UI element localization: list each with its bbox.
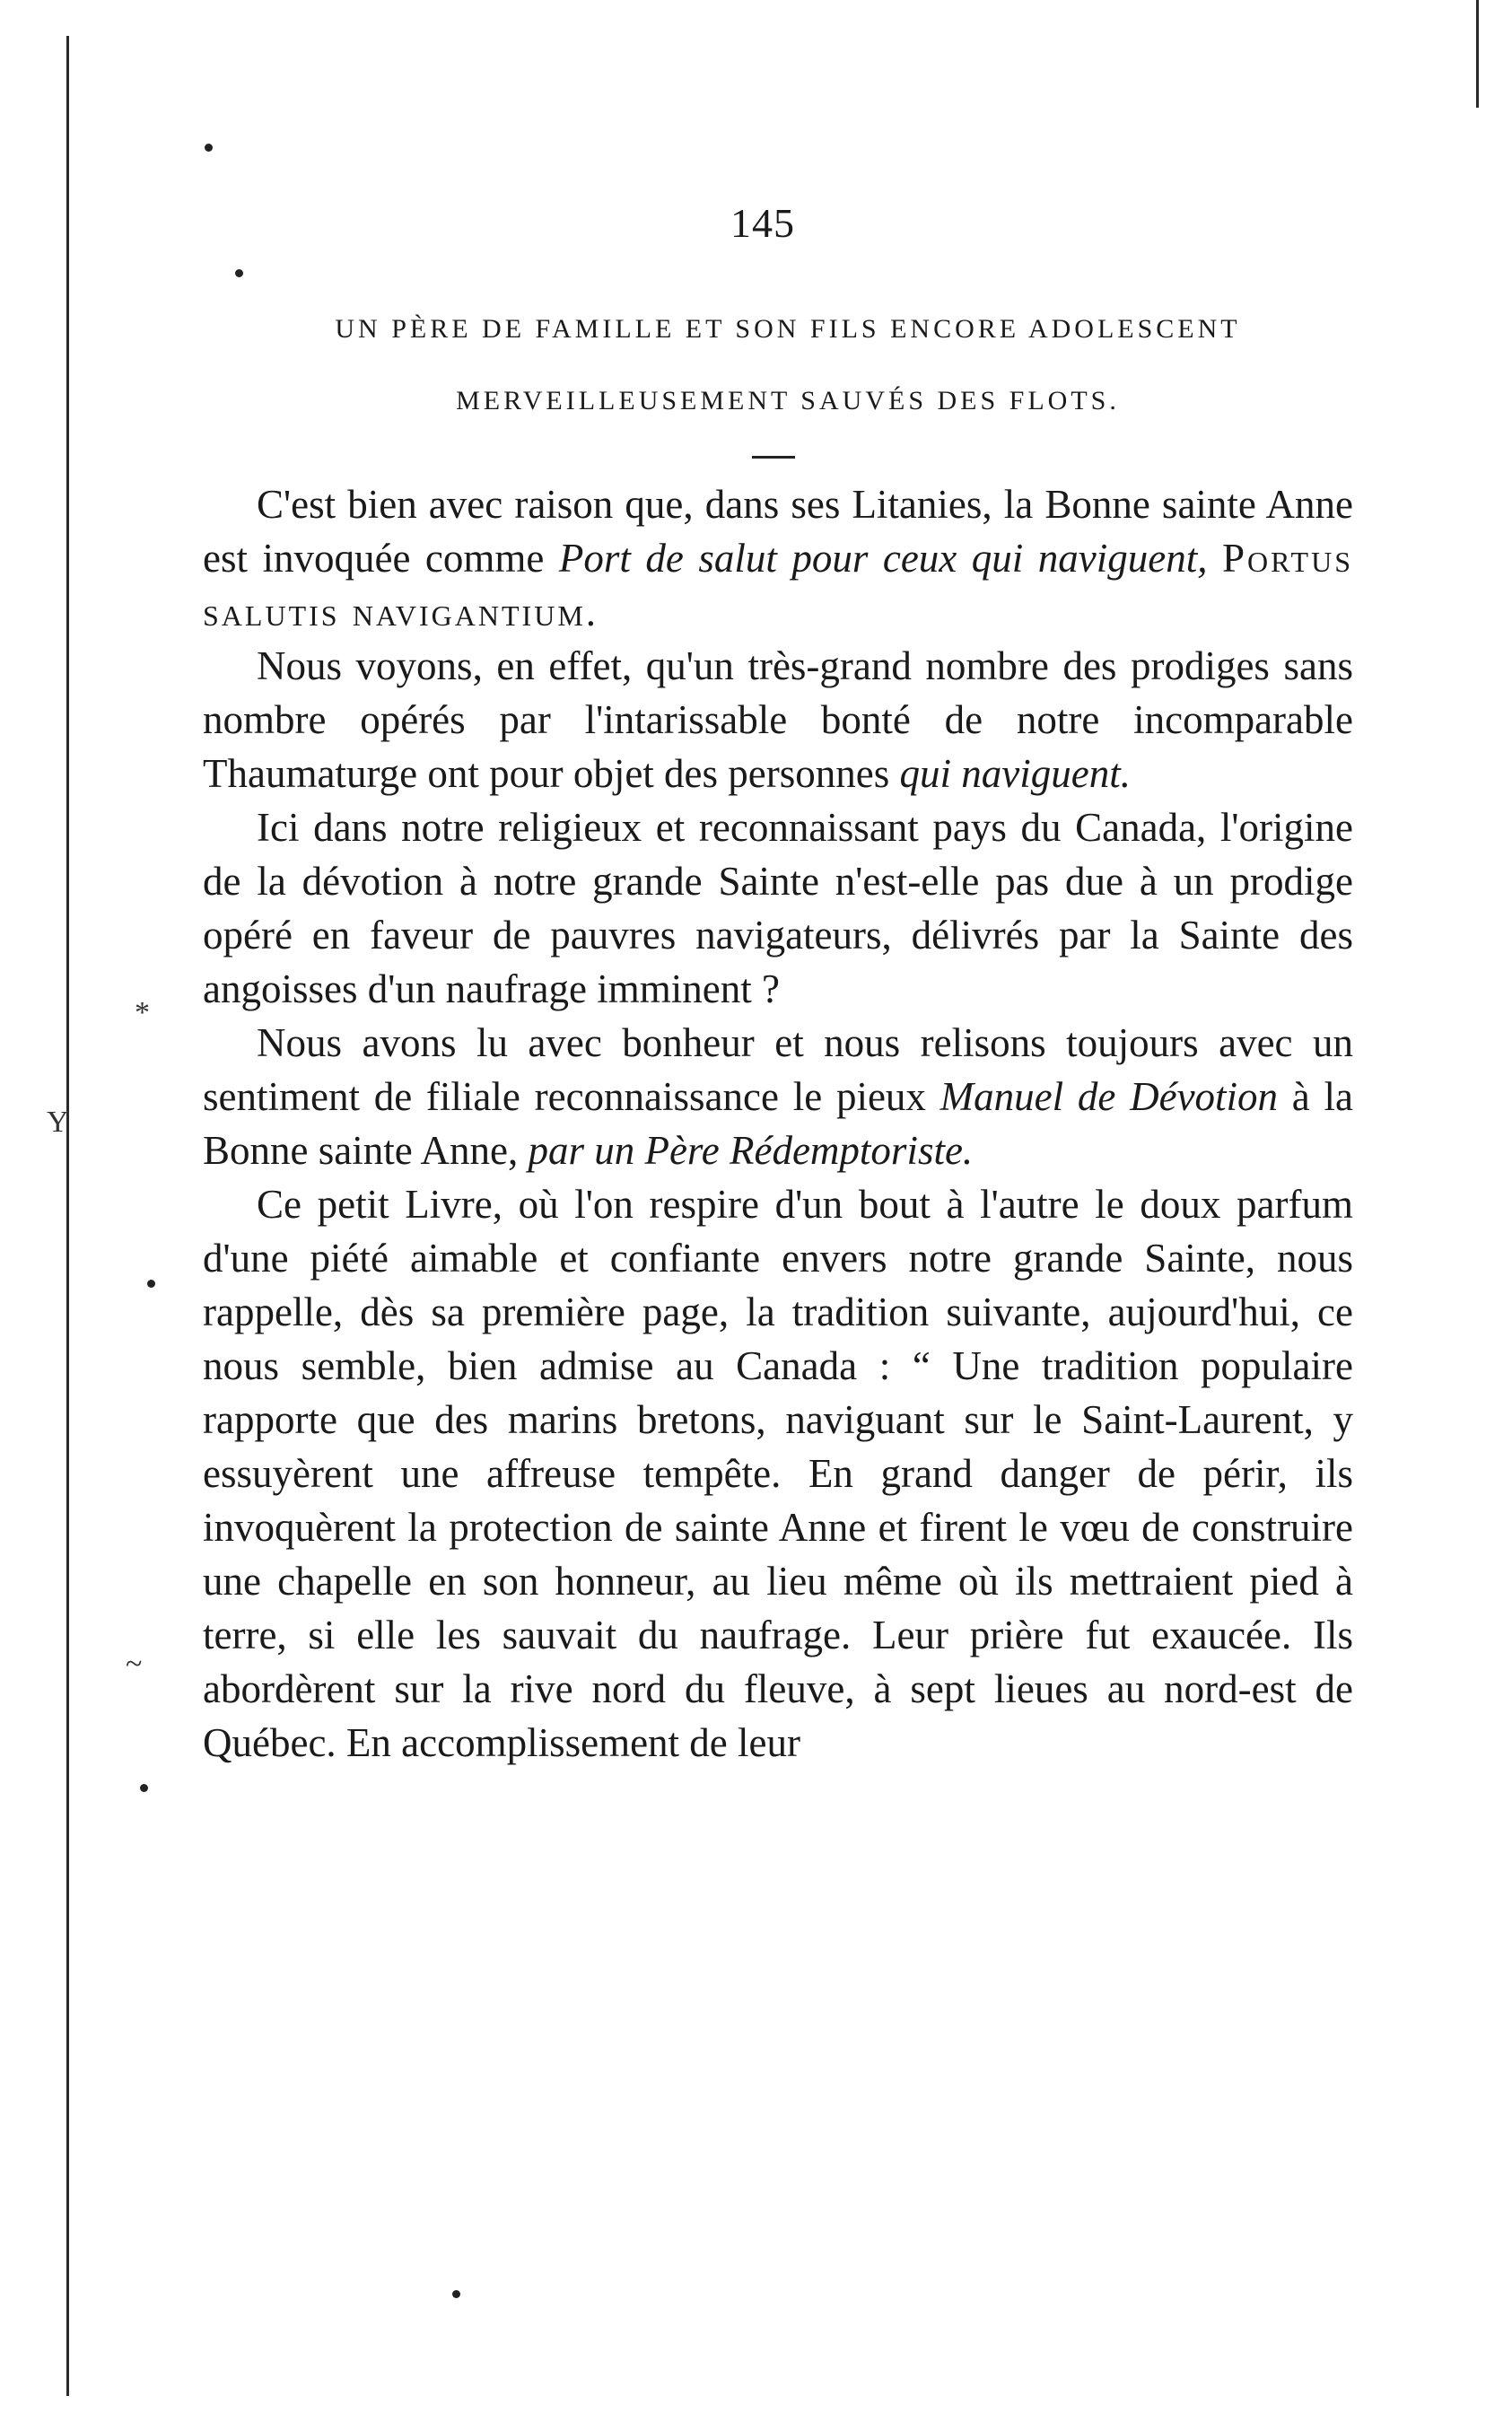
paragraph-1-italic: Port de salut pour ceux qui naviguent, xyxy=(558,536,1208,581)
paragraph-4-italic-title: Manuel de Dévotion xyxy=(940,1074,1279,1119)
paragraph-1-space xyxy=(1207,536,1222,581)
print-speck xyxy=(205,144,213,152)
paragraph-3 xyxy=(203,800,1353,1016)
page-number: 145 xyxy=(730,200,795,246)
paragraph-4-italic-author: par un Père Rédemptoriste. xyxy=(528,1128,974,1173)
print-speck xyxy=(452,2290,460,2298)
paragraph-4-mid: à la Bonne sainte Anne, xyxy=(203,1074,1354,1173)
section-heading-line-2: MERVEILLEUSEMENT SAUVÉS DES FLOTS. xyxy=(456,386,1120,415)
paragraph-3-text: Ici dans notre religieux et reconnaissant pays du Canada, l'origine de la dévotion à notre grande Sainte n'est-elle pas due à un prodige opéré en faveur de pauvres navigateurs, délivrés par la Sainte des angoisses d'un naufrage imminent ? xyxy=(203,805,1353,1011)
paragraph-2-text: Nous voyons, en effet, qu'un très-grand nombre des prodiges sans nombre opérés par l'intarissable bonté de notre incomparable Thaumaturge ont pour objet des personnes xyxy=(203,643,1353,796)
paragraph-1-latin: Portus salutis navigantium. xyxy=(203,536,1353,634)
paragraph-1 xyxy=(203,477,1353,639)
paragraph-4 xyxy=(203,1016,1353,1177)
margin-mark: * xyxy=(135,996,150,1029)
page-edge-rule-right xyxy=(1476,0,1479,108)
paragraph-5 xyxy=(203,1177,1353,1770)
print-speck xyxy=(235,269,243,277)
paragraph-5-text: Ce petit Livre, où l'on respire d'un bout à l'autre le doux parfum d'une piété aimable et confiante envers notre grande Sainte, nous rappelle, dès sa première page, la tradition suivante, aujourd'hui, ce nous semble, bien admise au Canada : “ Une tradition populaire rapporte que des marins bretons, naviguant sur le Saint-Laurent, y essuyèrent une affreuse tempête. En grand danger de périr, ils invoquèrent la protection de sainte Anne et firent le vœu de construire une chapelle en son honneur, au lieu même où ils mettraient pied à terre, si elle les sauvait du naufrage. Leur prière fut exaucée. Ils abordèrent sur la rive nord du fleuve, à sept lieues au nord-est de Québec. En accomplissement de leur xyxy=(203,1182,1353,1765)
page-edge-rule xyxy=(66,36,69,2396)
print-speck xyxy=(147,1280,155,1288)
section-heading-line-1: UN PÈRE DE FAMILLE ET SON FILS ENCORE ADOLESCENT xyxy=(335,314,1241,344)
margin-mark: ~ xyxy=(126,1648,143,1681)
paragraph-2 xyxy=(203,639,1353,800)
heading-separator xyxy=(752,456,795,459)
paragraph-4-text: Nous avons lu avec bonheur et nous relisons toujours avec un sentiment de filiale reconnaissance le pieux xyxy=(203,1020,1353,1119)
paragraph-1-text: C'est bien avec raison que, dans ses Litanies, la Bonne sainte Anne est invoquée comme xyxy=(203,482,1353,581)
print-speck xyxy=(140,1784,148,1792)
body-text xyxy=(203,477,1353,1770)
margin-mark: Y xyxy=(47,1106,69,1139)
paragraph-2-italic: qui naviguent. xyxy=(899,751,1131,796)
